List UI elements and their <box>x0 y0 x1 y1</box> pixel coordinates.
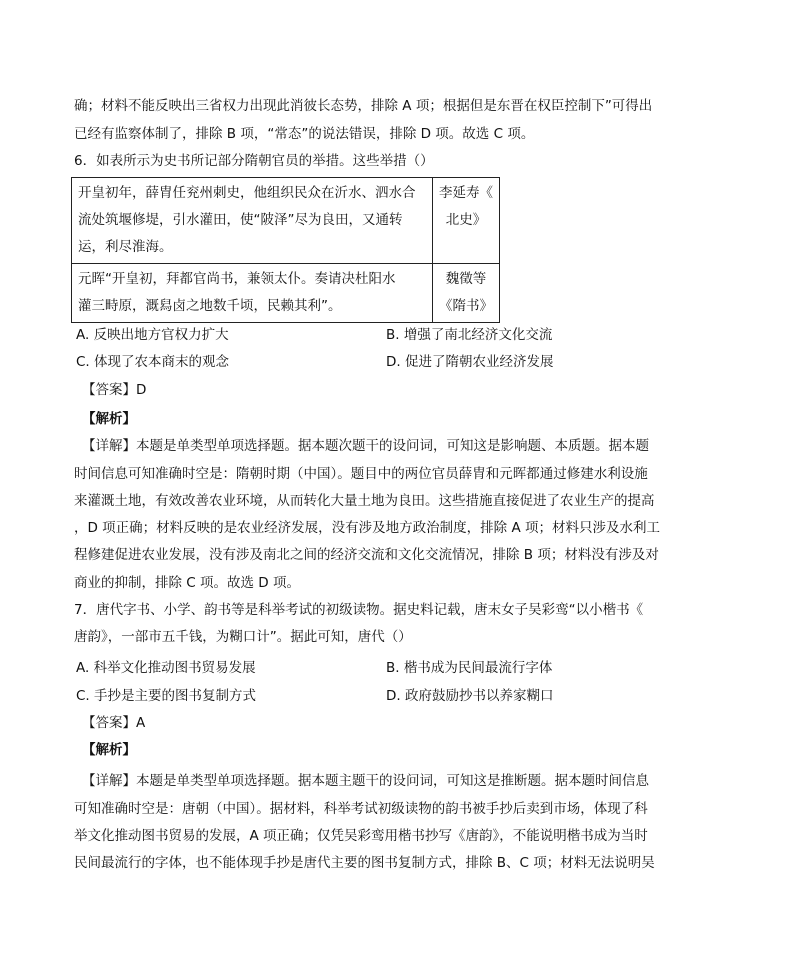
q7-detail-line: 【详解】本题是单类型单项选择题。据本题主题干的设问词，可知这是推断题。据本题时间信息 <box>82 773 649 789</box>
q6-option-d: D. 促进了隋朝农业经济发展 <box>386 354 554 370</box>
question-6-stem: 6．如表所示为史书所记部分隋朝官员的举措。这些举措（） <box>74 153 434 169</box>
q6-option-c: C. 体现了农本商末的观念 <box>76 354 230 370</box>
q6-detail-line: 来灌溉土地，有效改善农业环境，从而转化大量土地为良田。这些措施直接促进了农业生产的提高 <box>74 493 655 509</box>
q6-analysis-label: 【解析】 <box>82 411 136 427</box>
q7-option-c: C. 手抄是主要的图书复制方式 <box>76 688 257 704</box>
q7-detail-line: 举文化推动图书贸易的发展，A 项正确；仅凭吴彩鸾用楷书抄写《唐韵》，不能说明楷书成为当时 <box>74 828 648 844</box>
q6-option-a: A. 反映出地方官权力扩大 <box>76 327 229 343</box>
q7-detail-line: 可知准确时空是：唐朝（中国）。据材料，科举考试初级读物的韵书被手抄后卖到市场，体现了科 <box>74 801 648 817</box>
table-cell-source: 魏徵等 《隋书》 <box>433 264 500 323</box>
q6-detail-line: 【详解】本题是单类型单项选择题。据本题次题干的设问词，可知这是影响题、本质题。据本题 <box>82 438 649 454</box>
question-7-stem-line-2: 唐韵》，一部市五千钱，为糊口计”。据此可知，唐代（） <box>74 629 412 645</box>
intro-line-2: 已经有监察体制了，排除 B 项，“常态”的说法错误，排除 D 项。故选 C 项。 <box>74 126 535 142</box>
table-cell-text: 元晖“开皇初，拜都官尚书，兼领太仆。奏请决杜阳水 灌三畤原，溉舄卤之地数千顷，民赖其利”。 <box>72 264 433 323</box>
q6-detail-line: 程修建促进农业发展，没有涉及南北之间的经济交流和文化交流情况，排除 B 项；材料没有涉及对 <box>74 547 659 563</box>
q6-answer: 【答案】D <box>82 382 147 398</box>
table-cell-text: 开皇初年，薛胄任兖州刺史，他组织民众在沂水、泗水合 流处筑堰修堤，引水灌田，使“陂泽”尽为良田，又通转 运，利尽淮海。 <box>72 178 433 264</box>
table-row <box>72 264 500 323</box>
q6-detail-line: 时间信息可知准确时空是：隋朝时期（中国）。题目中的两位官员薛胄和元晖都通过修建水利设施 <box>74 466 648 482</box>
intro-line-1: 确；材料不能反映出三省权力出现此消彼长态势，排除 A 项；根据但是东晋在权臣控制下”可得出 <box>74 98 653 114</box>
q6-detail-line: 商业的抑制，排除 C 项。故选 D 项。 <box>74 575 300 591</box>
q7-option-b: B. 楷书成为民间最流行字体 <box>386 660 553 676</box>
q7-option-a: A. 科举文化推动图书贸易发展 <box>76 660 256 676</box>
table-cell-source: 李延寿《 北史》 <box>433 178 500 264</box>
table-row <box>72 178 500 264</box>
q7-answer: 【答案】A <box>82 715 146 731</box>
source-table <box>71 177 500 323</box>
q7-detail-line: 民间最流行的字体，也不能体现手抄是唐代主要的图书复制方式，排除 B、C 项；材料无法说明吴 <box>74 855 655 871</box>
q6-option-b: B. 增强了南北经济文化交流 <box>386 327 553 343</box>
q7-analysis-label: 【解析】 <box>82 742 136 758</box>
q6-detail-line: ，D 项正确；材料反映的是农业经济发展，没有涉及地方政治制度，排除 A 项；材料只涉及水利工 <box>74 520 661 536</box>
q7-option-d: D. 政府鼓励抄书以养家糊口 <box>386 688 554 704</box>
question-7-stem-line-1: 7．唐代字书、小学、韵书等是科举考试的初级读物。据史料记载，唐末女子吴彩鸾“以小楷书《 <box>74 602 644 618</box>
